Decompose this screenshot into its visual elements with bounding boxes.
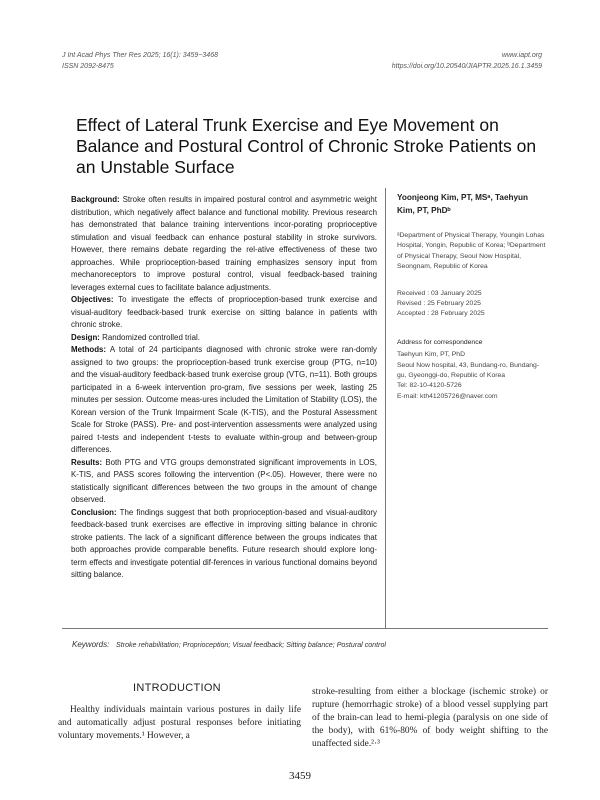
- correspondence-tel: Tel: 82-10-4120-5726: [397, 382, 462, 390]
- abstract-results-label: Results:: [71, 457, 103, 467]
- correspondence-address: Seoul Now hospital, 43, Bundang-ro, Bundang-gu, Gyeonggi-do, Republic of Korea: [397, 361, 540, 380]
- page-number: 3459: [289, 770, 311, 782]
- article-sidebar: [397, 192, 547, 402]
- journal-issn: ISSN 2092-8475: [62, 63, 114, 70]
- keywords-label: Keywords:: [72, 640, 110, 649]
- journal-header-right: [392, 50, 542, 72]
- abstract-methods-text: A total of 24 participants diagnosed with chronic stroke were ran-domly assigned to two groups: the proprioception-based trunk exercise group (PTG, n=10) and the visual-auditory feedback-based trunk exercise group (VTG, n=11). Both groups participated in a 6-week intervention pro-gram, five sessions per week, lasting 25 minutes per session. Outcome meas-ures included the Limitation of Stability (LOS), the Korean version of the Trunk Impairment Scale (K-TIS), and the Postural Assessment Scale for Stroke (PASS). Pre- and post-intervention assessments were analyzed using paired t-tests and independent t-tests to evaluate within-group and between-group differences.: [71, 345, 377, 454]
- introduction-left-column: Healthy individuals maintain various postures in daily life and automatically adjust postural responses before initiating voluntary movements.¹ However, a: [58, 705, 301, 741]
- author-affiliations: ᵃDepartment of Physical Therapy, Youngin Lohas Hospital, Yongin, Republic of Korea; ᵇDepartment of Physical Therapy, Seoul Now Hospital, Seongnam, Republic of Korea: [397, 232, 546, 271]
- introduction-heading: INTRODUCTION: [133, 682, 221, 694]
- abstract-results-text: Both PTG and VTG groups demonstrated significant improvements in LOS, K-TIS, and PASS scores following the intervention (P<.05). However, there were no statistically significant differences between the two groups in the amount of change observed.: [71, 457, 377, 504]
- abstract-conclusion-label: Conclusion:: [71, 507, 117, 517]
- abstract-methods-label: Methods:: [71, 345, 107, 354]
- journal-header-left: [62, 50, 218, 72]
- abstract-design-text: Randomized controlled trial.: [99, 332, 200, 342]
- abstract-conclusion-text: The findings suggest that both proprioception-based and visual-auditory feedback-based trunk exercises are effective in improving sitting balance in chronic stroke patients. The lack of a significant difference between the groups indicates that both approaches provide comparable benefits. Future research should explore long-term effects and investigate potential dif-ferences in various functional domains beyond sitting balance.: [71, 507, 377, 579]
- correspondence-email[interactable]: E-mail: kth41205726@naver.com: [397, 392, 498, 400]
- column-divider: [385, 188, 386, 628]
- abstract-methods: [71, 344, 377, 457]
- abstract-conclusion: [71, 507, 377, 582]
- keywords-text: Stroke rehabilitation; Proprioception; Visual feedback; Sitting balance; Postural control: [116, 641, 386, 649]
- abstract-results: [71, 457, 377, 507]
- abstract-objectives-label: Objectives:: [71, 295, 114, 304]
- abstract-design-label: Design:: [71, 332, 100, 342]
- received-date: Received : 03 January 2025: [397, 289, 482, 297]
- abstract-objectives-text: To investigate the effects of proprioception-based trunk exercise and visual-auditory feedback-based trunk exercise on sitting balance in patients with chronic stroke.: [71, 295, 377, 329]
- article-title: Effect of Lateral Trunk Exercise and Eye Movement on Balance and Postural Control of Chronic Stroke Patients on an Unstable Surface: [76, 115, 537, 177]
- correspondence-block: [397, 350, 547, 402]
- introduction-right-column: stroke-resulting from either a blockage (ischemic stroke) or rupture (hemorrhagic stroke) of a blood vessel supplying part of the brain-can lead to hemi-plegia (paralysis on one side of the body), with 61%-80% of body weight shifting to the unaffected side.²·³: [312, 687, 548, 749]
- author-list: Yoonjeong Kim, PT, MSᵃ, Taehyun Kim, PT, PhDᵇ: [397, 193, 529, 215]
- accepted-date: Accepted : 28 February 2025: [397, 310, 485, 318]
- abstract-objectives: [71, 294, 377, 332]
- revised-date: Revised : 25 February 2025: [397, 300, 481, 308]
- abstract: [71, 194, 377, 582]
- abstract-background-label: Background:: [71, 195, 120, 204]
- correspondence-name: Taehyun Kim, PT, PhD: [397, 351, 465, 359]
- abstract-background: [71, 194, 377, 294]
- abstract-design: [71, 332, 377, 345]
- journal-doi[interactable]: https://doi.org/10.20540/JIAPTR.2025.16.1.3459: [391, 63, 542, 70]
- keywords-divider: [62, 628, 548, 629]
- journal-website[interactable]: www.iapt.org: [501, 52, 542, 59]
- journal-citation: J Int Acad Phys Ther Res 2025; 16(1): 3459~3468: [62, 52, 218, 59]
- correspondence-heading: Address for correspondence: [397, 338, 483, 346]
- article-dates: [397, 289, 547, 320]
- abstract-background-text: Stroke often results in impaired postural control and asymmetric weight distribution, which negatively affect balance and functional mobility. Previous research has demonstrated that balance training interventions incor-porating proprioceptive stimulation and visual feedback can enhance postural stability in stroke survivors. However, there remains debate regarding the rel-ative effectiveness of these two approaches. While proprioception-based training emphasizes sensory input from mechanoreceptors to improve postural control, visual feedback-based training leverages external cues to facilitate balance adjustments.: [71, 195, 377, 292]
